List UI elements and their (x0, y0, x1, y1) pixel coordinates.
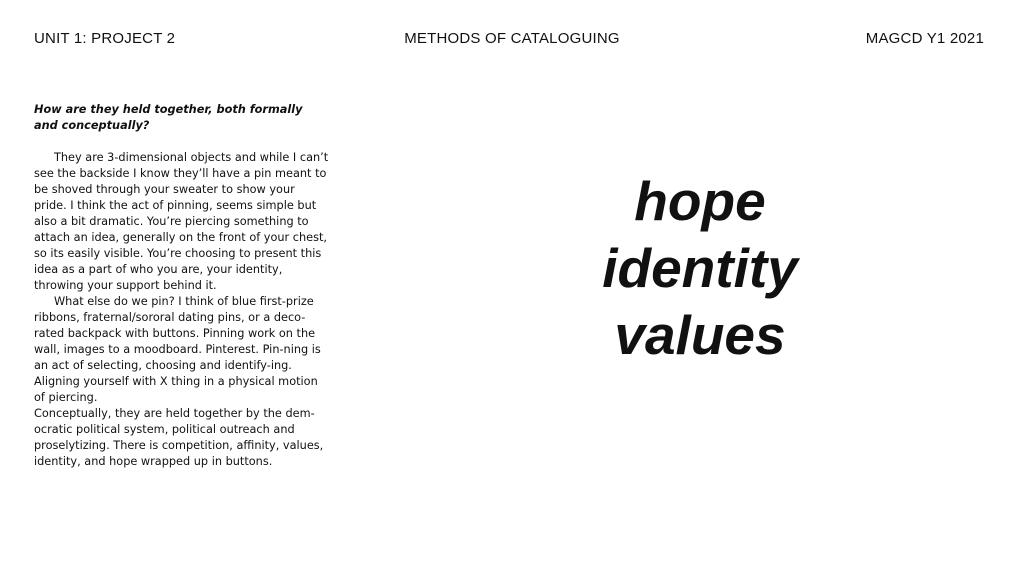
course-label: MAGCD Y1 2021 (865, 30, 984, 47)
paragraph-what-else-we-pin: What else do we pin? I think of blue first-prize ribbons, fraternal/sororal dating pins, or a deco-rated backpack with buttons. Pinning work on the wall, images to a moodboard. Pinterest. Pin-ning is an act of selecting, choosing and identify-ing. Aligning yourself with X thing in a physical motion of piercing. (34, 295, 321, 404)
question-heading: How are they held together, both formally and conceptually? (34, 103, 303, 132)
unit-label: UNIT 1: PROJECT 2 (34, 30, 176, 47)
keyword-values: values (614, 304, 786, 366)
header (0, 30, 1024, 52)
keyword-list (560, 168, 840, 369)
keyword-identity: identity (602, 237, 798, 299)
paragraph-conceptually: Conceptually, they are held together by the dem-ocratic political system, political outreach and proselytizing. There is competition, affinity, values, identity, and hope wrapped up in buttons. (34, 407, 324, 468)
keyword-hope: hope (634, 170, 766, 232)
paragraph-pinning-objects: They are 3-dimensional objects and while I can’t see the backside I know they’ll have a pin meant to be shoved through your sweater to show your pride. I think the act of pinning, seems simple but also a bit dramatic. You’re piercing something to attach an idea, generally on the front of your chest, so its easily visible. You’re choosing to present this idea as a part of who you are, your identity, throwing your support behind it. (34, 151, 329, 292)
document-title: METHODS OF CATALOGUING (404, 30, 620, 47)
body-text-column (34, 102, 330, 470)
